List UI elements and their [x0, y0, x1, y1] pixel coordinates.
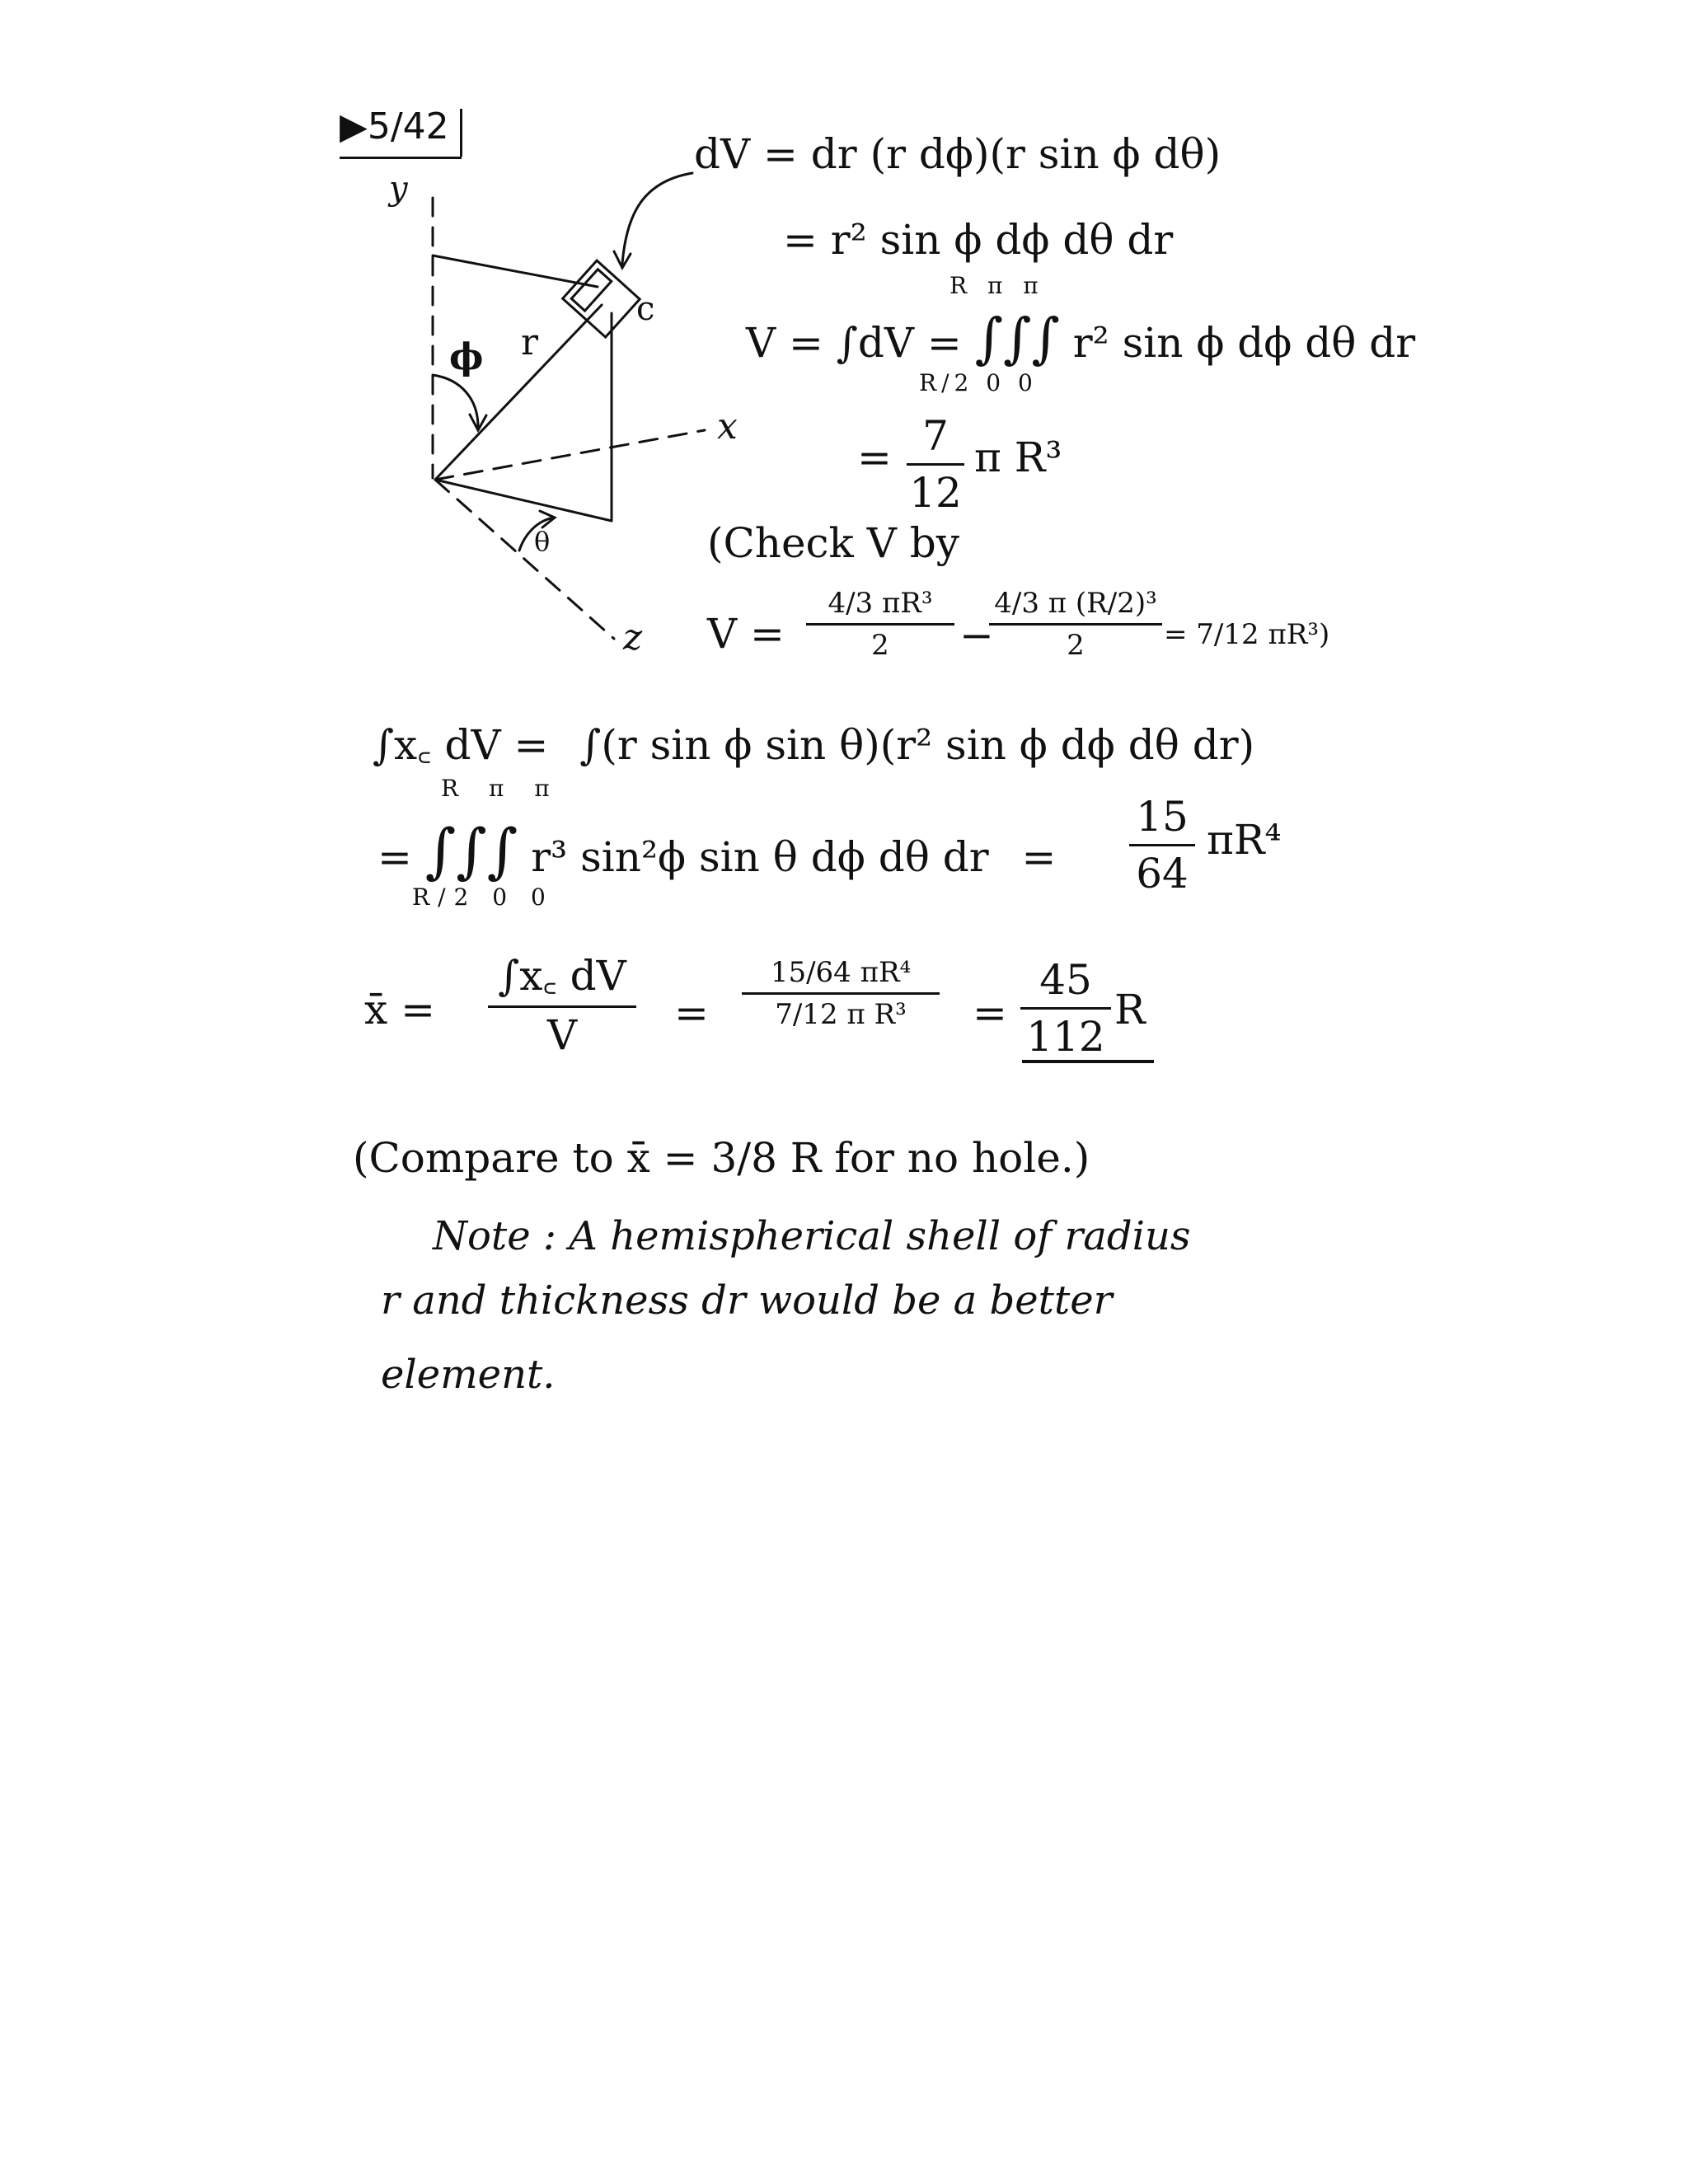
moment-result-fraction: 15 64 [1129, 793, 1195, 898]
moment-result-tail: πR⁴ [1207, 816, 1282, 864]
radius-line [435, 305, 602, 480]
xbar-eq3: = [973, 989, 1007, 1037]
xbar-answer-fraction: 45 112 [1020, 956, 1111, 1061]
problem-number-box [340, 157, 462, 159]
x-axis-label: x [717, 405, 738, 448]
xbar-answer-tail: R [1114, 986, 1146, 1033]
phi-label: ϕ [449, 336, 484, 378]
xbar-fraction-2: 15/64 πR⁴ 7/12 π R³ [742, 956, 940, 1031]
problem-number: ▶5/42 [340, 105, 449, 148]
problem-number-box-side [460, 109, 462, 157]
z-axis-label: z [623, 616, 643, 658]
check-fraction-1: 4/3 πR³ 2 [806, 587, 954, 662]
check-result: = 7/12 πR³) [1164, 618, 1330, 651]
V-limits-upper: R π π [950, 272, 1045, 299]
play-icon: ▶ [340, 105, 368, 148]
r-label: r [521, 321, 539, 363]
y-axis-label: y [389, 170, 408, 208]
note-line-2: r and thickness dr would be a better [381, 1277, 1113, 1324]
triple-integral-sign: ∫∫∫ [974, 307, 1060, 370]
check-minus: − [959, 612, 994, 659]
z-axis [435, 480, 614, 639]
V-result-fraction: 7 12 [907, 412, 964, 517]
dV-expanded: = r² sin ϕ dϕ dθ dr [783, 216, 1174, 264]
dV-definition: dV = dr (r dϕ)(r sin ϕ dθ) [694, 130, 1221, 178]
xbar-eq2: = [674, 989, 709, 1037]
check-V-lhs: V = [707, 610, 785, 658]
V-result-tail: π R³ [974, 434, 1062, 481]
xbar-lhs: x̄ = [364, 986, 435, 1033]
note-line-3: element. [381, 1352, 556, 1398]
triple-integral-sign-2: ∫∫∫ [424, 816, 518, 885]
V-result-eq: = [857, 434, 892, 481]
projection-to-y [433, 255, 598, 287]
answer-underline [1022, 1060, 1154, 1063]
check-fraction-2: 4/3 π (R/2)³ 2 [989, 587, 1162, 662]
c-label: c [636, 290, 655, 328]
V-limits-lower: R/2 0 0 [919, 369, 1038, 396]
volume-element [563, 260, 640, 337]
compare-statement: (Compare to x̄ = 3/8 R for no hole.) [353, 1134, 1090, 1182]
note-line-1: Note : A hemispherical shell of radius [433, 1213, 1191, 1259]
projection-base [435, 480, 612, 521]
moment-line: ∫x꜀ dV = ∫(r sin ϕ sin θ)(r² sin ϕ dϕ dθ dr) [373, 721, 1255, 769]
V-integral-lhs: V = ∫dV = ∫∫∫ r² sin ϕ dϕ dθ dr [746, 307, 1416, 370]
moment-integral: = ∫∫∫ r³ sin²ϕ sin θ dϕ dθ dr = [377, 816, 1057, 885]
leader-arrow [622, 173, 692, 264]
theta-label: θ [534, 526, 551, 557]
xbar-fraction-1: ∫x꜀ dV V [488, 946, 636, 1059]
moment-limits-lower: R/2 0 0 [412, 883, 554, 911]
moment-limits-upper: R π π [441, 775, 561, 802]
check-intro: (Check V by [707, 519, 960, 567]
hemisphere-element-diagram [363, 165, 808, 676]
